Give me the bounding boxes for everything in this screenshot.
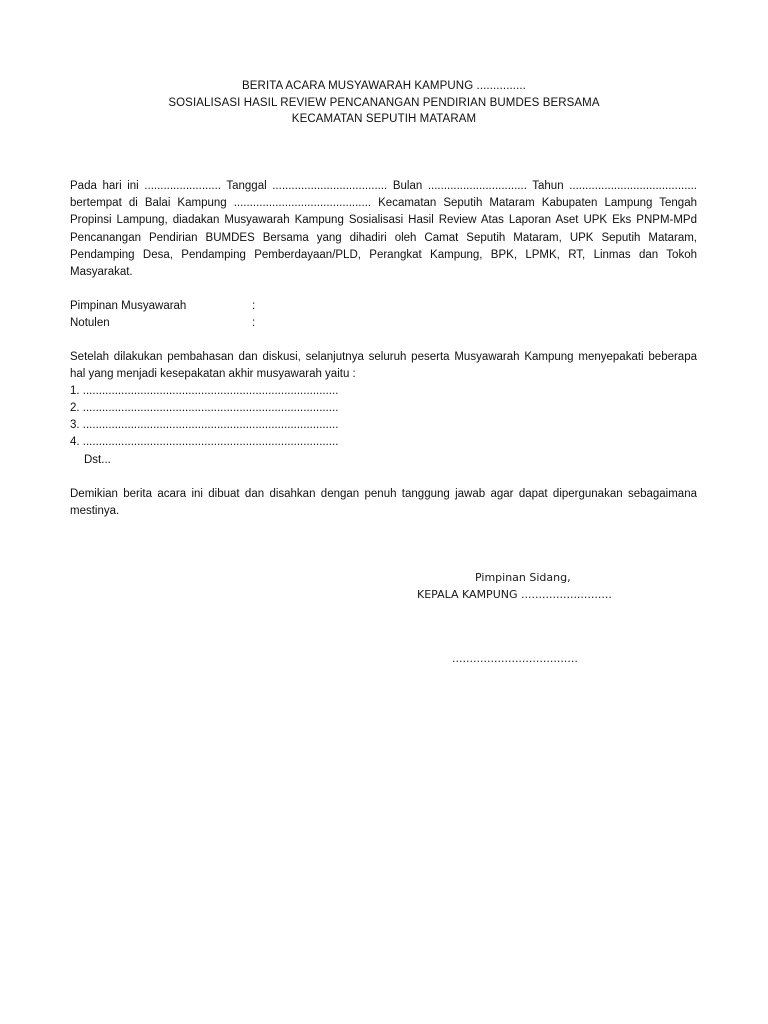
field-pimpinan-colon: :: [252, 300, 256, 312]
agreement-item: 2. ................................................................................: [70, 402, 339, 414]
header-title: BERITA ACARA MUSYAWARAH KAMPUNG ...............: [242, 80, 526, 92]
document-header: [0, 78, 768, 128]
header-subtitle: SOSIALISASI HASIL REVIEW PENCANANGAN PENDIRIAN BUMDES BERSAMA: [168, 96, 600, 109]
agreement-paragraph: Setelah dilakukan pembahasan dan diskusi, selanjutnya seluruh peserta Musyawarah Kampung menyepakati beberapa hal yang menjadi kesepakatan akhir musyawarah yaitu :: [70, 351, 697, 381]
agreement-item: 1. ................................................................................: [70, 385, 339, 397]
closing-paragraph: Demikian berita acara ini dibuat dan disahkan dengan penuh tanggung jawab agar dapat dipergunakan sebagaimana mestinya.: [70, 488, 697, 518]
signature-name-line: ....................................: [452, 652, 578, 665]
header-district: KECAMATAN SEPUTIH MATARAM: [291, 113, 477, 125]
agreement-item: 4. ................................................................................: [70, 436, 339, 448]
signature-position: KEPALA KAMPUNG ..........................: [417, 588, 612, 601]
opening-paragraph: Pada hari ini ........................ Tanggal .................................... Bulan ............................... Tahun ........................................ bertempat di Balai Kampung ........................................... Kecamatan Seputih Mataram Kabupaten Lampung Tengah Propinsi Lampung, diadakan Musyawarah Kampung Sosialisasi Hasil Review Atas Laporan Aset UPK Eks PNPM-MPd Pencanangan Pendirian BUMDES Bersama yang dihadiri oleh Camat Seputih Mataram, UPK Seputih Mataram, Pendamping Desa, Pendamping Pemberdayaan/PLD, Perangkat Kampung, BPK, LPMK, RT, Linmas dan Tokoh Masyarakat.: [70, 180, 697, 279]
agreement-item: 3. ................................................................................: [70, 419, 339, 431]
field-notulen: [70, 315, 255, 332]
field-pimpinan: [70, 298, 255, 315]
signature-title: Pimpinan Sidang,: [475, 571, 571, 584]
agreement-etc: Dst...: [84, 454, 111, 466]
field-notulen-colon: :: [252, 317, 256, 329]
field-pimpinan-label: Pimpinan Musyawarah: [70, 300, 187, 312]
field-notulen-label: Notulen: [70, 317, 110, 329]
